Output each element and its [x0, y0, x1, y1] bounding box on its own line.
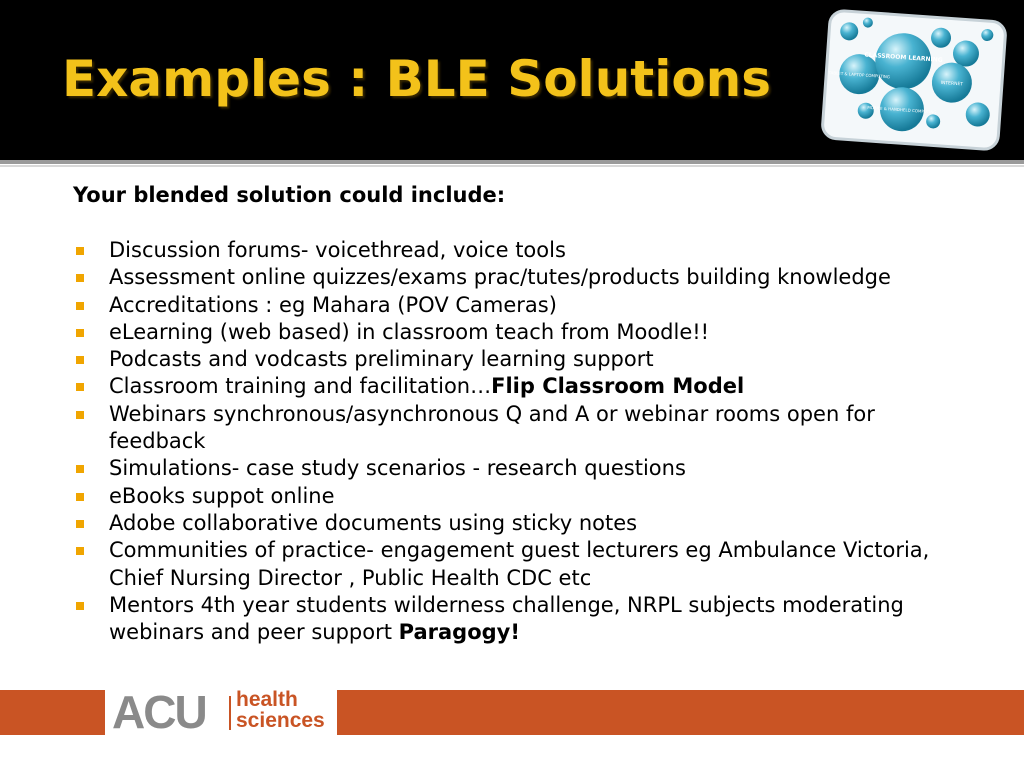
bullet-marker-icon — [76, 302, 84, 310]
bullet-text: eLearning (web based) in classroom teach from Moodle!! — [109, 319, 710, 344]
bullet-text: Assessment online quizzes/exams prac/tutes/products building knowledge — [109, 265, 891, 290]
bullet-item — [74, 319, 974, 346]
bullet-emphasis: Flip Classroom Model — [491, 374, 745, 399]
bullet-text: Webinars synchronous/asynchronous Q and A or webinar rooms open for feedback — [109, 401, 875, 454]
bullet-marker-icon — [76, 411, 84, 419]
thumbnail-center-label: CLASSROOM LEARNING — [864, 51, 943, 64]
bullet-emphasis: Paragogy! — [398, 620, 520, 645]
acu-logo-brand: ACU — [112, 686, 206, 738]
bullet-text: Discussion forums- voicethread, voice tools — [109, 238, 566, 262]
bullet-marker-icon — [76, 493, 84, 501]
bullet-item — [74, 537, 974, 592]
bullet-marker-icon — [76, 602, 84, 610]
bullet-text: eBooks suppot online — [109, 483, 335, 508]
bullet-text: Podcasts and vodcasts preliminary learning support — [109, 347, 654, 372]
bullet-marker-icon — [76, 547, 84, 555]
title-divider-light — [0, 165, 1024, 167]
acu-logo-line1: health — [236, 688, 298, 711]
blended-learning-thumbnail — [820, 8, 1009, 152]
bullet-marker-icon — [76, 383, 84, 391]
bullet-item — [74, 455, 974, 482]
bullet-text: Mentors 4th year students wilderness challenge, NRPL subjects moderating webinars and peer support — [109, 592, 904, 645]
bullet-text: Simulations- case study scenarios - research questions — [109, 456, 686, 481]
bullet-marker-icon — [76, 274, 84, 282]
bullet-text: Adobe collaborative documents using sticky notes — [109, 510, 638, 535]
bullet-marker-icon — [76, 520, 84, 528]
bullet-text: Communities of practice- engagement guest lecturers eg Ambulance Victoria, Chief Nursing Director , Public Health CDC etc — [109, 538, 930, 590]
thumbnail-bubble-label: INTERNET — [940, 80, 964, 88]
bullet-list — [74, 237, 974, 646]
bullet-text: Accreditations : eg Mahara (POV Cameras) — [109, 292, 557, 317]
acu-logo-line2: sciences — [236, 709, 325, 732]
bullet-marker-icon — [76, 356, 84, 364]
bullet-item — [74, 483, 974, 510]
thumbnail-bubble-label: TABLET & LAPTOP COMPUTING — [828, 70, 891, 80]
bullet-marker-icon — [76, 329, 84, 337]
slide-subtitle: Your blended solution could include: — [73, 183, 506, 207]
title-divider — [0, 160, 1024, 164]
bullet-item — [74, 237, 974, 264]
thumbnail-bubble-label: MOBILE & HANDHELD COMPUTING — [867, 104, 937, 115]
bullet-marker-icon — [76, 247, 84, 255]
bullet-marker-icon — [76, 465, 84, 473]
bullet-item — [74, 373, 974, 400]
bullet-item — [74, 592, 974, 647]
bullet-item — [74, 401, 974, 456]
slide-title: Examples : BLE Solutions — [62, 50, 772, 108]
acu-logo-separator — [229, 696, 231, 730]
bullet-text: Classroom training and facilitation… — [109, 374, 492, 399]
bullet-item — [74, 292, 974, 319]
bullet-item — [74, 264, 974, 291]
bullet-item — [74, 346, 974, 373]
bullet-item — [74, 510, 974, 537]
